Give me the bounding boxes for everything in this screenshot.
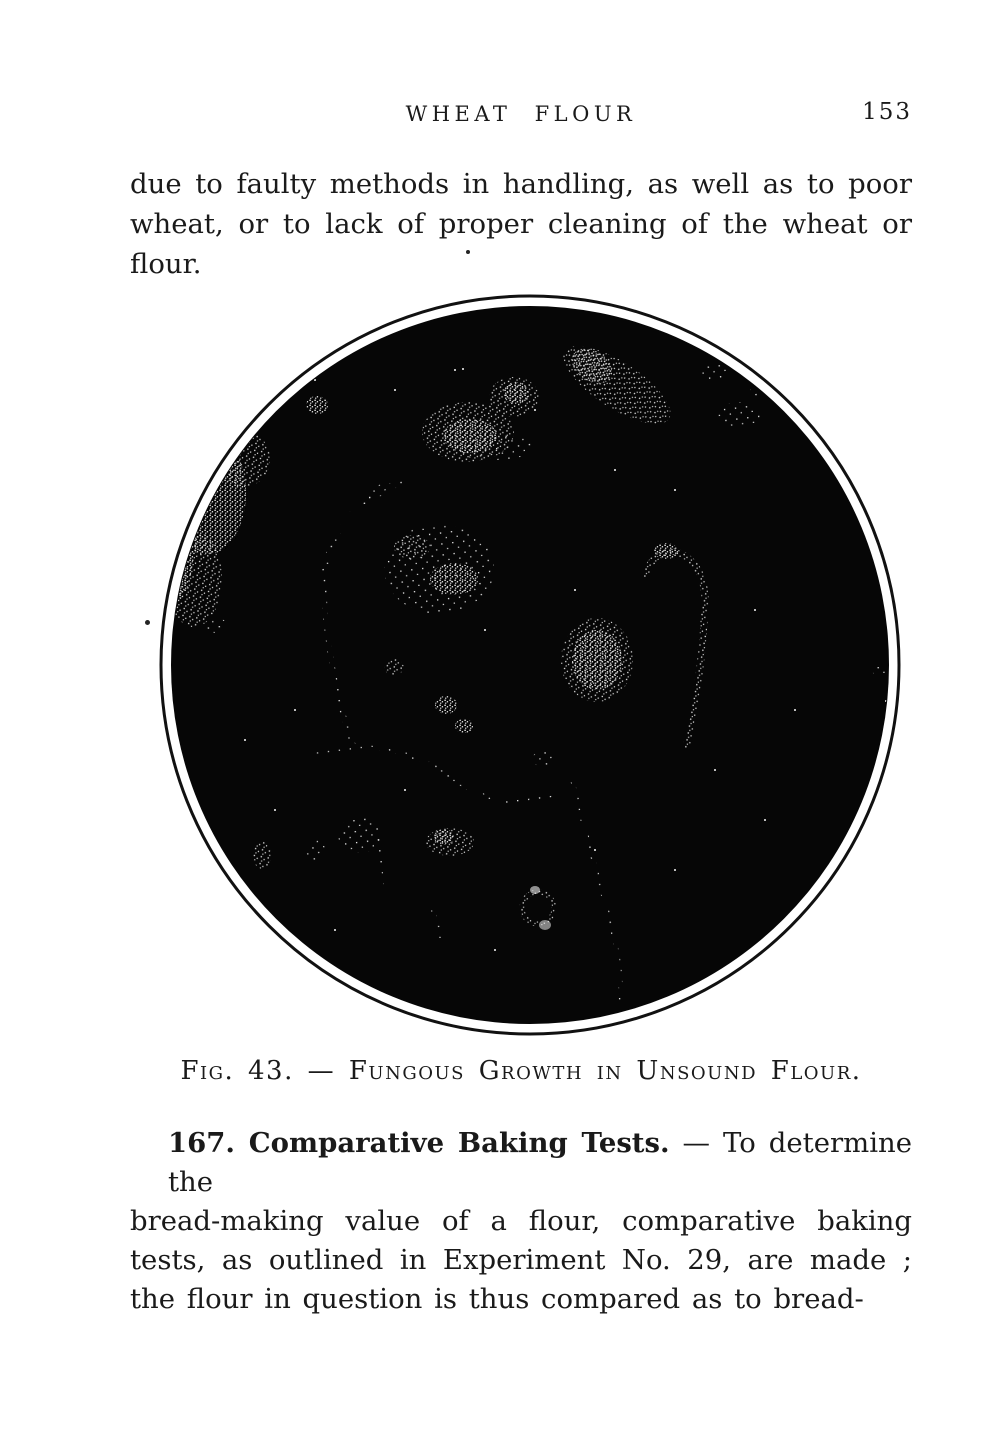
section-heading-continuation: — To determine the: [168, 1127, 912, 1198]
text-line: wheat, or to lack of proper cleaning of the wheat or: [130, 208, 912, 240]
scan-speck: [145, 620, 150, 625]
scan-speck: [466, 250, 470, 254]
text-line: due to faulty methods in handling, as well as to poor: [130, 168, 912, 200]
section-heading: 167. Comparative Baking Tests.: [168, 1127, 670, 1159]
text-line: [130, 1124, 912, 1202]
page-title: WHEAT FLOUR: [405, 102, 637, 126]
text-line: the flour in question is thus compared as to bread-: [130, 1283, 864, 1315]
section-167-paragraph: [130, 1124, 912, 1319]
text-line: flour.: [130, 248, 202, 280]
photo-disc: [171, 306, 889, 1024]
fungous-growth-photomicrograph: [154, 289, 906, 1041]
running-head: [130, 99, 912, 134]
page-number: 153: [862, 99, 912, 125]
figure-43: [154, 289, 906, 1041]
intro-paragraph: [130, 164, 912, 284]
text-line: tests, as outlined in Experiment No. 29, are made ;: [130, 1244, 912, 1276]
text-line: bread-making value of a flour, comparative baking: [130, 1205, 912, 1237]
figure-caption: Fig. 43. — Fungous Growth in Unsound Flour.: [180, 1056, 862, 1086]
